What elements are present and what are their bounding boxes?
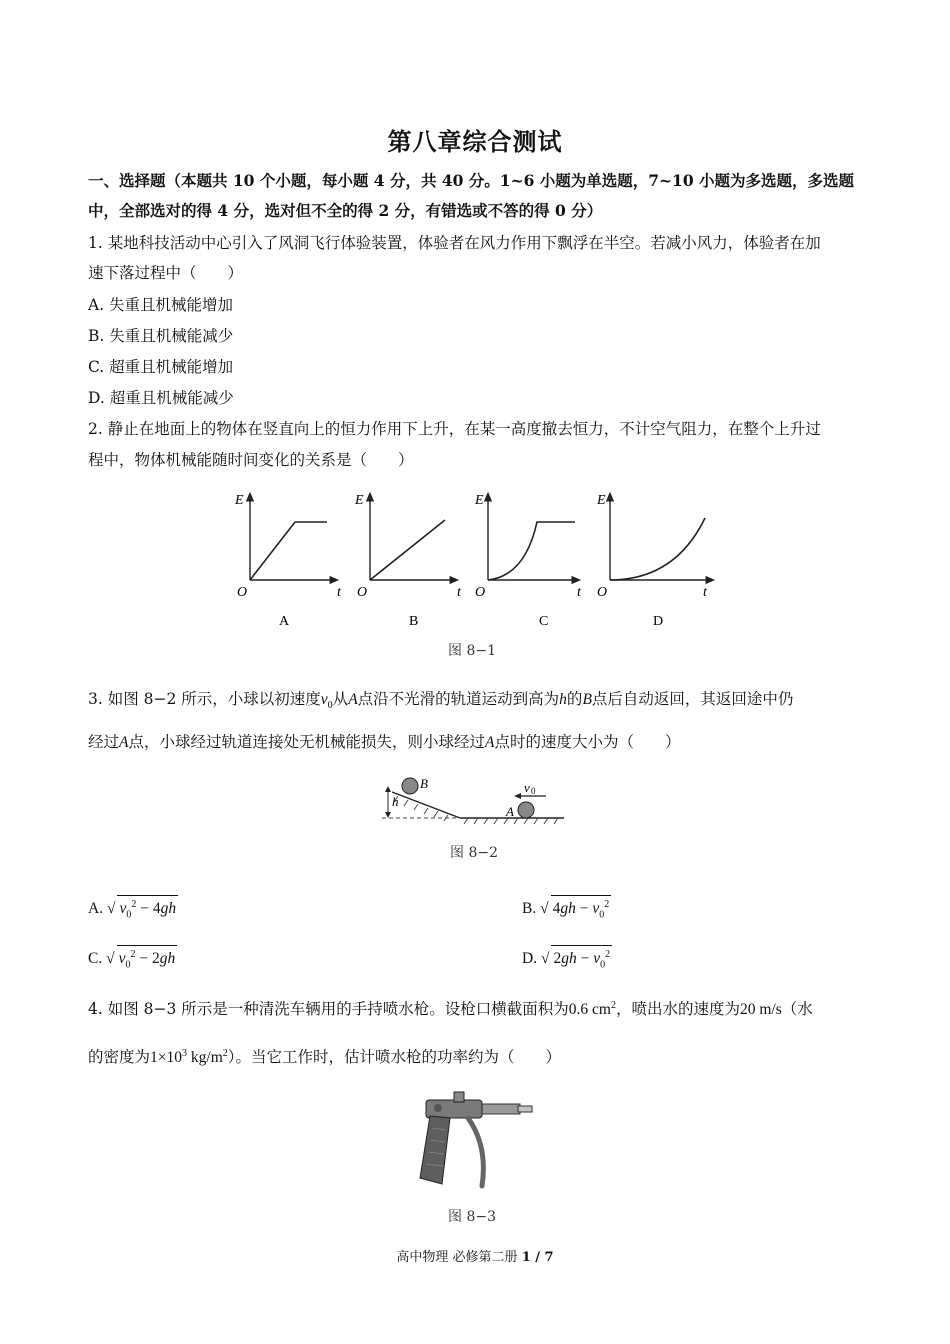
curve-a bbox=[250, 522, 327, 580]
q2-stem-line-1: 2. 静止在地面上的物体在竖直向上的恒力作用下上升，在某一高度撤去恒力，不计空气阻力，在整个上升过 bbox=[88, 420, 821, 438]
label-b: B bbox=[420, 776, 428, 791]
page-title: 第八章综合测试 bbox=[387, 127, 563, 156]
q1-option-d: D. 超重且机械能减少 bbox=[88, 389, 234, 407]
q3-stem-line-2: 经过A点，小球经过轨道连接处无机械能损失，则小球经过A点时的速度大小为（ ） bbox=[88, 733, 681, 751]
axis-t-label-b: t bbox=[457, 585, 461, 600]
page-footer: 高中物理 必修第二册 1 / 7 bbox=[396, 1250, 554, 1265]
panel-label-d: D bbox=[653, 614, 664, 629]
origin-label-c: O bbox=[475, 585, 486, 600]
curve-c bbox=[488, 522, 575, 580]
label-v0: v bbox=[524, 780, 530, 795]
q1-option-b: B. 失重且机械能减少 bbox=[88, 327, 234, 345]
figure-8-1-caption: 图 8−1 bbox=[448, 643, 496, 659]
page-number: 1 / 7 bbox=[521, 1250, 554, 1265]
graph-panel-d bbox=[596, 493, 711, 629]
q3-option-d: D. √ $2gh - v_0^2$ bbox=[522, 945, 862, 974]
ball-at-b bbox=[402, 778, 418, 794]
section-heading-line-1: 一、选择题（本题共 10 个小题，每小题 4 分，共 40 分。1~6 小题为单选题，7~10 小题为多选题，多选题 bbox=[88, 171, 854, 190]
figure-8-1 bbox=[225, 488, 725, 638]
q3-option-b: B. √ $4gh - v_0^2$ bbox=[522, 895, 862, 924]
axis-e-label-d: E bbox=[597, 493, 606, 508]
graph-panel-b bbox=[354, 493, 462, 629]
axis-e-label-c: E bbox=[475, 493, 484, 508]
panel-label-a: A bbox=[279, 614, 290, 629]
label-a: A bbox=[506, 804, 514, 819]
axis-t-label-c: t bbox=[577, 585, 581, 600]
graph-panel-a bbox=[234, 493, 342, 629]
ball-at-a bbox=[518, 802, 534, 818]
q1-option-c: C. 超重且机械能增加 bbox=[88, 358, 234, 376]
curve-d bbox=[610, 518, 705, 580]
axis-e-label-a: E bbox=[235, 493, 244, 508]
curve-b bbox=[370, 520, 445, 580]
label-v0-sub: 0 bbox=[531, 786, 536, 796]
q4-stem-line-1: 4. 如图 8−3 所示是一种清洗车辆用的手持喷水枪。设枪口横截面积为0.6 $cm^2$，喷出水的速度为20 m/s（水 bbox=[88, 1000, 813, 1019]
figure-8-2 bbox=[378, 772, 568, 832]
graph-panel-c bbox=[474, 493, 582, 629]
q4-stem-line-2: 的密度为$1\times 10^3$ $kg/m^2$）。当它工作时，估计喷水枪的功率约为（ ） bbox=[88, 1048, 562, 1067]
q2-stem-line-2: 程中，物体机械能随时间变化的关系是（ ） bbox=[88, 451, 414, 469]
axis-t-label-a: t bbox=[337, 585, 341, 600]
panel-label-c: C bbox=[539, 614, 549, 629]
origin-label-d: O bbox=[597, 585, 608, 600]
panel-label-b: B bbox=[409, 614, 419, 629]
section-heading-line-2: 中，全部选对的得 4 分，选对但不全的得 2 分，有错选或不答的得 0 分） bbox=[88, 201, 603, 220]
axis-e-label-b: E bbox=[355, 493, 364, 508]
label-h: h bbox=[392, 794, 399, 809]
axis-t-label-d: t bbox=[703, 585, 707, 600]
origin-label-a: O bbox=[237, 585, 248, 600]
q3-option-c: C. √ $v_0^2 - 2gh$ bbox=[88, 945, 508, 974]
figure-8-3-caption: 图 8−3 bbox=[448, 1209, 496, 1225]
origin-label-b: O bbox=[357, 585, 368, 600]
q1-stem-line-2: 速下落过程中（ ） bbox=[88, 264, 244, 282]
q1-stem-line-1: 1. 某地科技活动中心引入了风洞飞行体验装置，体验者在风力作用下飘浮在半空。若减小风力，体验者在加 bbox=[88, 234, 821, 252]
q1-option-a: A. 失重且机械能增加 bbox=[88, 296, 234, 314]
figure-8-2-caption: 图 8−2 bbox=[450, 845, 498, 861]
figure-8-3-spray-gun bbox=[408, 1088, 538, 1198]
q3-stem-line-1: 3. 如图 8−2 所示，小球以初速度$v_0$从A点沿不光滑的轨道运动到高为h的B点后自动返回，其返回途中仍 bbox=[88, 690, 794, 712]
q3-option-a: A. √ $v_0^2 - 4gh$ bbox=[88, 895, 508, 924]
